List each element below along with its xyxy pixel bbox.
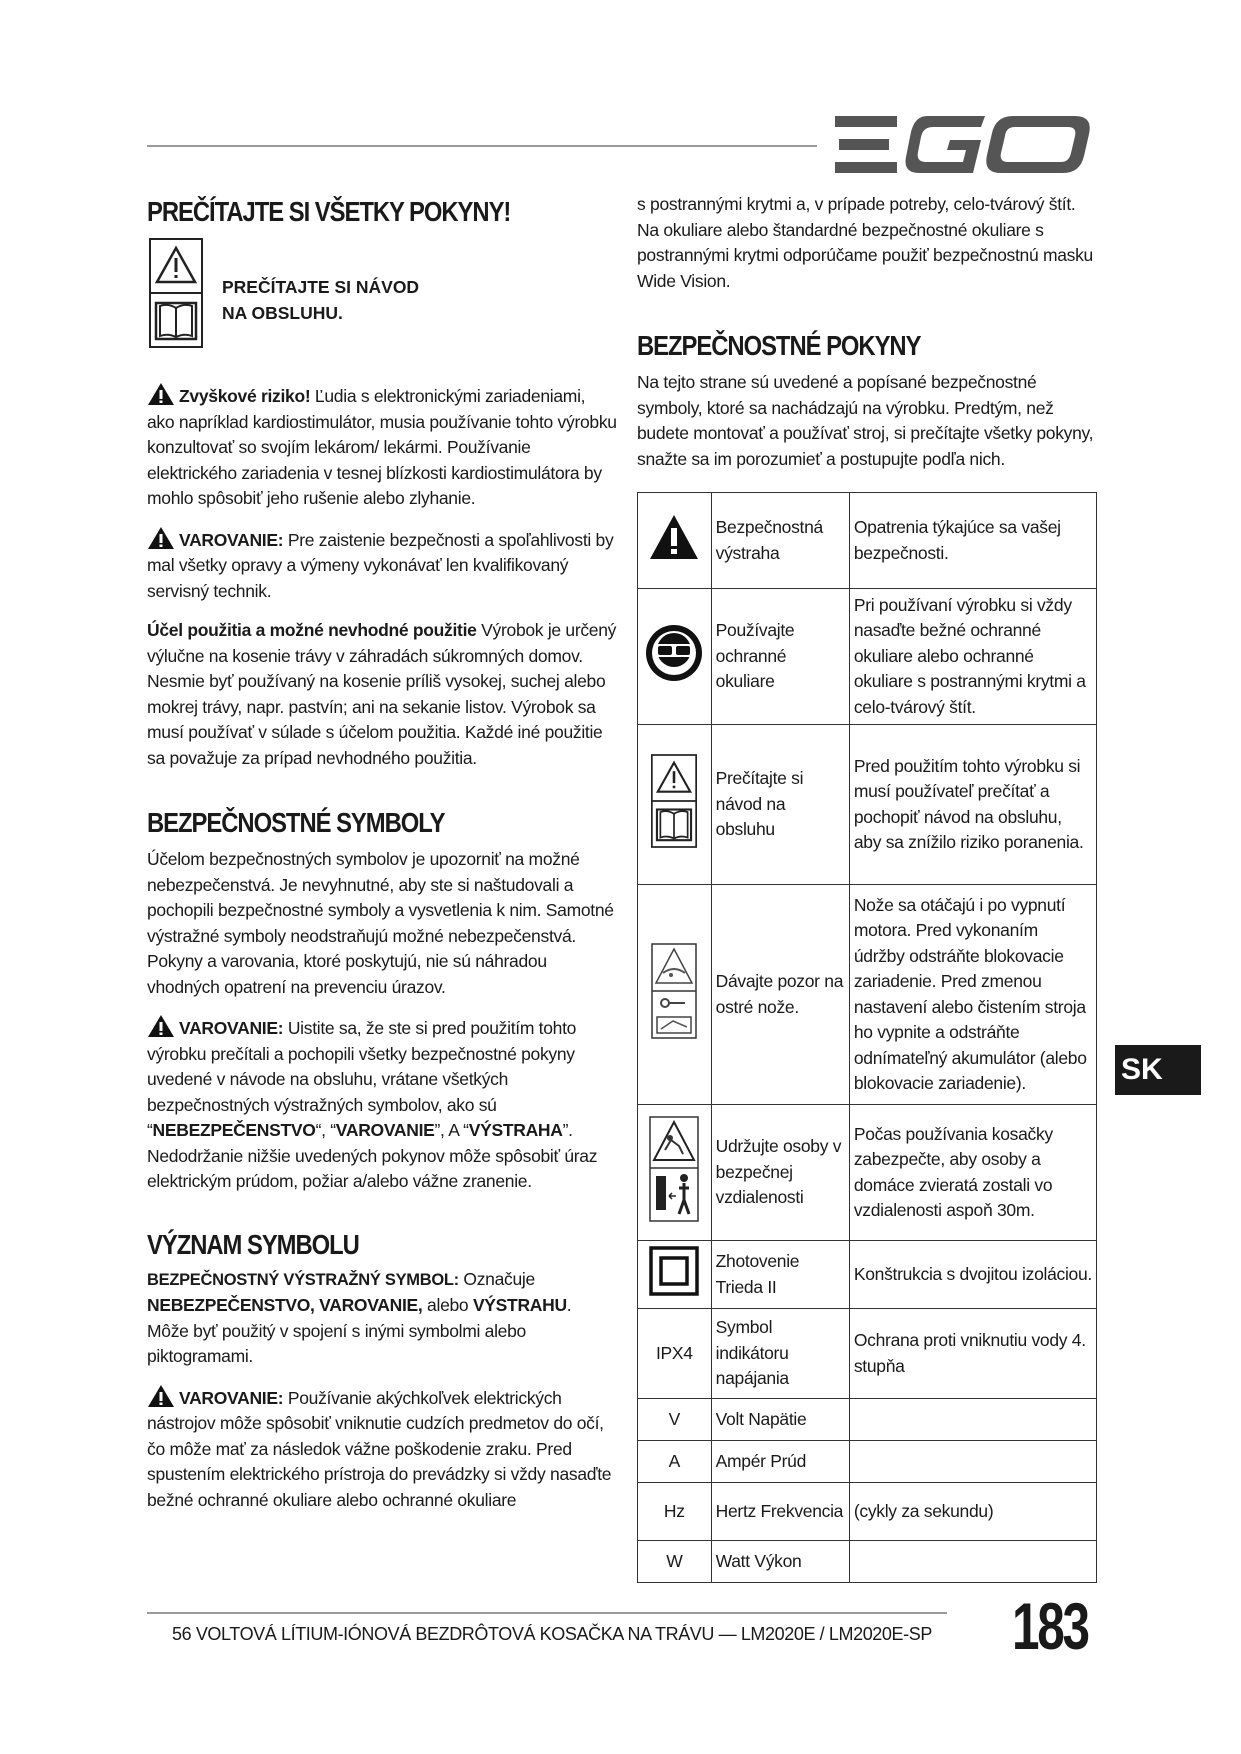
class-ii-double-square-icon: [649, 1246, 699, 1296]
symbol-text: W: [638, 1541, 712, 1583]
symbol-name: Udržujte osoby v bezpečnej vzdialenosti: [711, 1105, 849, 1241]
symbol-desc: [849, 1399, 1096, 1441]
footer-rule: [147, 1612, 947, 1614]
section-title-safety-symbols: BEZPEČNOSTNÉ SYMBOLY: [147, 807, 445, 838]
caution-word: VÝSTRAHU: [472, 1295, 567, 1315]
warning-triangle-icon: [147, 1384, 175, 1408]
symbol-name: Prečítajte si návod na obsluhu: [711, 725, 849, 885]
read-manual-line1: PREČÍTAJTE SI NÁVOD: [222, 277, 420, 297]
safety-symbols-paragraph: Účelom bezpečnostných symbolov je upozorniť na možné nebezpečenstvá. Je nevyhnutné, aby ste si naštudovali a pochopili bezpečnostné symboly a vysvetlenia k nim. Samotné výstražné symboly neodstraňujú možné nebezpečenstvá. Pokyny a varovania, ktoré poskytujú, nie sú náhradou vhodných opatrení na prevenciu úrazov.: [147, 849, 614, 997]
safety-instructions-intro: Na tejto strane sú uvedené a popísané bezpečnostné symboly, ktoré sa nachádzajú na výrobku. Predtým, než budete montovať a používať stroj, si prečítajte všetky pokyny, snažte sa im porozumieť a postupujte podľa nich.: [637, 372, 1094, 469]
symbol-name: Bezpečnostná výstraha: [711, 493, 849, 589]
symbol-name: Zhotovenie Trieda II: [711, 1241, 849, 1309]
section-title-symbol-meaning: VÝZNAM SYMBOLU: [147, 1228, 359, 1260]
warning-eyes-paragraph: [147, 1384, 617, 1514]
symbol-cell: [638, 1241, 712, 1309]
symbol-desc: Konštrukcia s dvojitou izoláciou.: [849, 1241, 1096, 1309]
symbol-name: Používajte ochranné okuliare: [711, 589, 849, 725]
residual-risk-text: Ľudia s elektronickými zariadeniami, ako napríklad kardiostimulátor, musia používanie tohto výrobku konzultovať so svojím lekárom/ lekármi. Používanie elektrického zariadenia v tesnej blízkosti kardiostimulátora by mohlo spôsobiť jeho rušenie alebo zlyhanie.: [147, 386, 617, 508]
warning-read-text: Uistite sa, že ste si pred použitím tohto výrobku prečítali a pochopili všetky bezpečnostné pokyny uvedené v návode na obsluhu, vrátane všetkých bezpečnostných výstražných symbolov, ako sú “: [147, 1018, 577, 1140]
symbol-text: A: [638, 1441, 712, 1483]
language-tab: SK: [1115, 1045, 1201, 1095]
danger-word: NEBEZPEČENSTVO: [152, 1120, 316, 1140]
warning-word: VAROVANIE: [335, 1120, 435, 1140]
warning-label: VAROVANIE:: [179, 1018, 284, 1038]
symbol-desc: Počas používania kosačky zabezpečte, aby osoby a domáce zvieratá zostali vo vzdialenosti aspoň 30m.: [849, 1105, 1096, 1241]
warning-triangle-icon: [147, 1014, 175, 1038]
table-row: [638, 725, 1097, 885]
symbol-meaning-paragraph: [147, 1267, 617, 1370]
residual-risk-paragraph: [147, 382, 617, 512]
danger-warning-words: NEBEZPEČENSTVO, VAROVANIE,: [147, 1295, 423, 1315]
symbol-desc: [849, 1441, 1096, 1483]
symbol-name: Volt Napätie: [711, 1399, 849, 1441]
symbol-desc: Nože sa otáčajú i po vypnutí motora. Pred vykonaním údržby odstráňte blokovacie zariadenie. Pred zmenou nastavení alebo čistením stroja ho vypnite a odstráňte odnímateľný akumulátor (alebo blokovacie zariadenie).: [849, 885, 1096, 1105]
safety-goggles-icon: [645, 624, 703, 682]
section-title-safety-instructions: BEZPEČNOSTNÉ POKYNY: [637, 330, 921, 361]
symbol-text: IPX4: [638, 1309, 712, 1399]
alert-symbol-or: alebo: [422, 1295, 473, 1315]
table-row: [638, 885, 1097, 1105]
table-row: [638, 1399, 1097, 1441]
table-row: [638, 1241, 1097, 1309]
symbol-name: Watt Výkon: [711, 1541, 849, 1583]
table-row: [638, 1541, 1097, 1583]
residual-risk-label: Zvyškové riziko!: [179, 386, 311, 406]
intended-use-text: Výrobok je určený výlučne na kosenie trávy v záhradách súkromných domov. Nesmie byť používaný na kosenie príliš vysokej, suchej alebo mokrej trávy, napr. pastvín; ani na sekanie listov. Výrobok sa musí používať v súlade s účelom použitia. Každé iné použitie sa považuje za prípad nevhodného použitia.: [147, 620, 617, 768]
read-manual-block: [147, 238, 617, 348]
read-manual-line2: NA OBSLUHU.: [222, 303, 343, 323]
warning-triangle-icon: [147, 526, 175, 550]
warning-read-paragraph: [147, 1014, 617, 1195]
table-row: [638, 493, 1097, 589]
alert-symbol-text: Označuje: [458, 1268, 535, 1289]
warning-read-text-end: ”. Nedodržanie nižšie uvedených pokynov môže spôsobiť úraz elektrickým prúdom, požiar a/alebo vážne zranenie.: [147, 1120, 598, 1191]
page-number: 183: [1012, 1589, 1088, 1663]
symbol-desc: [849, 1541, 1096, 1583]
warning-label: VAROVANIE:: [179, 1387, 284, 1408]
warning-repairs-text: Pre zaistenie bezpečnosti a spoľahlivosti by mal všetky opravy a výmeny vykonávať len kvalifikovaný servisný technik.: [147, 529, 614, 601]
quote-sep: ”, A “: [434, 1120, 469, 1140]
symbol-name: Ampér Prúd: [711, 1441, 849, 1483]
symbols-table: [637, 492, 1097, 1583]
symbol-name: Dávajte pozor na ostré nože.: [711, 885, 849, 1105]
symbol-cell: [638, 589, 712, 725]
table-row: [638, 1441, 1097, 1483]
symbol-cell: [638, 1105, 712, 1241]
eye-protection-continued: s postrannými krytmi a, v prípade potreby, celo-tvárový štít. Na okuliare alebo štandardné bezpečnostné okuliare s postrannými krytmi odporúčame použiť bezpečnostnú masku Wide Vision.: [637, 194, 1093, 291]
symbol-desc: Pred použitím tohto výrobku si musí používateľ prečítať a pochopiť návod na obsluhu, aby sa znížilo riziko poranenia.: [849, 725, 1096, 885]
symbol-text: V: [638, 1399, 712, 1441]
intended-use-paragraph: [147, 618, 617, 771]
read-manual-icon: [149, 238, 203, 348]
symbol-name: Symbol indikátoru napájania: [711, 1309, 849, 1399]
ego-logo: [835, 112, 1095, 177]
symbol-desc: Opatrenia týkajúce sa vašej bezpečnosti.: [849, 493, 1096, 589]
header-rule: [147, 145, 817, 147]
footer-product-title: 56 VOLTOVÁ LÍTIUM-IÓNOVÁ BEZDRÔTOVÁ KOSAČKA NA TRÁVU — LM2020E / LM2020E-SP: [172, 1624, 932, 1644]
symbol-desc: (cykly za sekundu): [849, 1483, 1096, 1541]
warning-triangle-icon: [648, 513, 700, 561]
symbol-cell: [638, 885, 712, 1105]
alert-symbol-text-end: . Môže byť použitý v spojení s inými symbolmi alebo piktogramami.: [147, 1295, 572, 1366]
alert-symbol-label: BEZPEČNOSTNÝ VÝSTRAŽNÝ SYMBOL:: [147, 1270, 459, 1289]
intended-use-label: Účel použitia a možné nevhodné použitie: [147, 620, 477, 640]
warning-triangle-icon: [147, 382, 175, 406]
symbol-text: Hz: [638, 1483, 712, 1541]
symbol-cell: [638, 725, 712, 885]
keep-bystanders-away-icon: [649, 1116, 699, 1222]
section-title-read-all: PREČÍTAJTE SI VŠETKY POKYNY!: [147, 196, 511, 227]
table-row: [638, 1105, 1097, 1241]
symbol-desc: Ochrana proti vniknutiu vody 4. stupňa: [849, 1309, 1096, 1399]
symbol-name: Hertz Frekvencia: [711, 1483, 849, 1541]
warning-eyes-text: Používanie akýchkoľvek elektrických nástrojov môže spôsobiť vniknutie cudzích predmetov do očí, čo môže mať za následok vážne poškodenie zraku. Pred spustením elektrického prístroja do prevádzky si vždy nasaďte bežné ochranné okuliare alebo ochranné okuliare: [147, 1387, 612, 1510]
quote-sep: “, “: [315, 1120, 336, 1140]
right-column: [637, 196, 1097, 472]
table-row: [638, 1309, 1097, 1399]
sharp-blades-icon: [651, 943, 697, 1039]
table-row: [638, 1483, 1097, 1541]
read-manual-icon: [651, 748, 697, 854]
warning-label: VAROVANIE:: [179, 529, 284, 550]
table-row: [638, 589, 1097, 725]
symbol-cell: [638, 493, 712, 589]
left-column: [147, 196, 617, 1513]
caution-word: VÝSTRAHA: [468, 1120, 563, 1140]
symbol-desc: Pri používaní výrobku si vždy nasaďte bežné ochranné okuliare alebo ochranné okuliare s postrannými krytmi a celo-tvárový štít.: [849, 589, 1096, 725]
warning-repairs-paragraph: [147, 526, 617, 605]
